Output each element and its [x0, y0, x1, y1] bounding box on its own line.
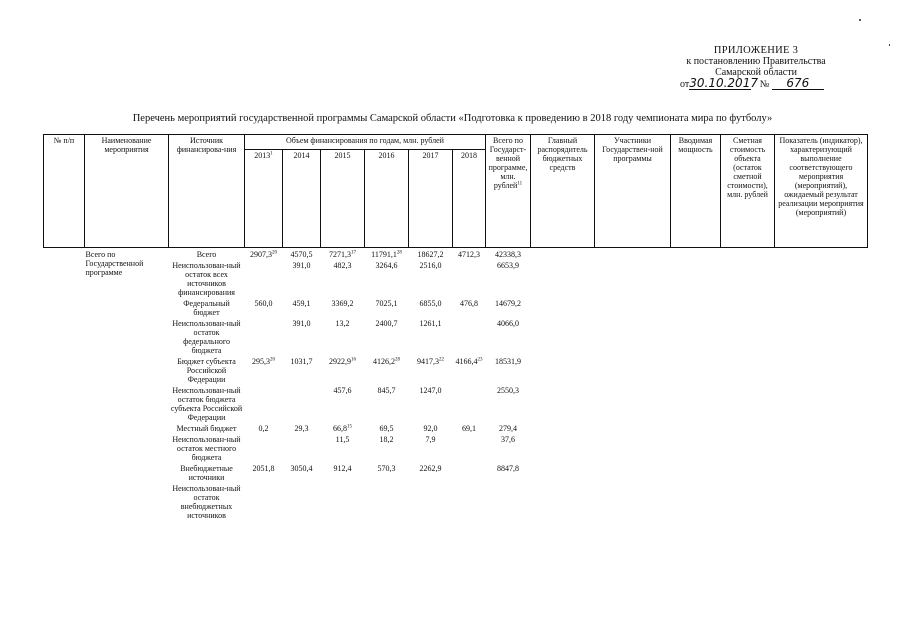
cell-value — [365, 297, 409, 317]
measures-table — [43, 134, 870, 520]
cell-value — [283, 297, 321, 317]
value-text: 2262,9 — [419, 464, 442, 473]
cell-empty — [531, 297, 595, 317]
cell-empty — [595, 317, 671, 355]
value-text: 2922,9 — [329, 357, 351, 366]
cell-value — [453, 433, 486, 462]
cell-empty — [595, 259, 671, 297]
cell-value — [453, 384, 486, 422]
value-text: 92,0 — [423, 424, 438, 433]
value-text: 2400,7 — [375, 319, 398, 328]
appendix-line-2: к постановлению Правительства — [686, 56, 826, 67]
cell-empty — [671, 259, 721, 297]
cell-empty — [671, 384, 721, 422]
cell-source: Неиспользован-ный остаток всех источников финансирования — [172, 261, 241, 297]
value-text: 37,6 — [501, 435, 515, 444]
cell-value — [365, 355, 409, 384]
cell-value — [486, 384, 531, 422]
cell-source: Федеральный бюджет — [183, 299, 230, 317]
cell-value — [365, 384, 409, 422]
cell-value — [486, 433, 531, 462]
header-year — [321, 150, 365, 248]
cell-value — [321, 422, 365, 433]
value-text: 11,5 — [335, 435, 350, 444]
cell-value — [365, 422, 409, 433]
cell-value — [365, 462, 409, 482]
value-text: 18531,9 — [495, 357, 521, 366]
cell-value — [486, 297, 531, 317]
cell-empty — [868, 317, 870, 355]
cell-value — [321, 248, 365, 260]
cell-value — [365, 259, 409, 297]
cell-empty — [775, 462, 868, 482]
appendix-title: ПРИЛОЖЕНИЕ 3 — [713, 45, 799, 56]
cell-empty — [775, 422, 868, 433]
cell-value — [365, 317, 409, 355]
cell-value — [283, 384, 321, 422]
value-text: 18,2 — [379, 435, 394, 444]
cell-empty — [531, 248, 595, 260]
header-estimate: Сметная стоимость объекта (остаток сметной стоимости), млн. рублей — [721, 135, 775, 248]
cell-value — [283, 248, 321, 260]
cell-value — [486, 482, 531, 520]
cell-empty — [721, 355, 775, 384]
cell-value — [365, 248, 409, 260]
cell-value — [321, 462, 365, 482]
cell-value — [453, 259, 486, 297]
value-text: 66,8 — [333, 424, 347, 433]
cell-value — [283, 259, 321, 297]
cell-value — [486, 248, 531, 260]
value-text: 7271,3 — [329, 250, 351, 259]
header-year-footnote: 1 — [270, 151, 273, 157]
header-indicator: Показатель (индикатор), характеризующий выполнение соответствующего мероприятия (мероприятий), ожидаемый результат реализации мероприятия (мероприятий) — [775, 135, 868, 248]
cell-value — [453, 317, 486, 355]
scan-dot — [859, 19, 861, 21]
cell-value — [245, 482, 283, 520]
cell-value — [283, 317, 321, 355]
value-text: 6653,9 — [497, 261, 519, 270]
value-text: 14679,2 — [495, 299, 521, 308]
cell-empty — [531, 422, 595, 433]
cell-empty — [721, 248, 775, 260]
header-total — [486, 135, 531, 248]
total-label: Всего по Государственной программе — [85, 250, 144, 277]
value-text: 3050,4 — [290, 464, 313, 473]
value-text: 11791,1 — [371, 250, 397, 259]
value-text: 845,7 — [377, 386, 396, 395]
cell-empty — [868, 384, 870, 422]
cell-empty — [671, 482, 721, 520]
value-text: 476,8 — [460, 299, 478, 308]
cell-empty — [595, 482, 671, 520]
value-text: 9417,3 — [417, 357, 439, 366]
cell-num — [44, 462, 85, 482]
value-text: 1261,1 — [419, 319, 442, 328]
cell-num — [44, 482, 85, 520]
cell-value — [283, 433, 321, 462]
value-text: 391,0 — [292, 261, 311, 270]
cell-empty — [775, 317, 868, 355]
cell-num — [44, 259, 85, 297]
value-text: 2907,3 — [250, 250, 272, 259]
value-text: 295,3 — [252, 357, 270, 366]
header-name: Наименование мероприятия — [85, 135, 169, 248]
decree-number: 676 — [772, 78, 824, 90]
value-text: 560,0 — [254, 299, 273, 308]
cell-value — [409, 297, 453, 317]
value-text: 42338,3 — [495, 250, 521, 259]
cell-empty — [868, 433, 870, 462]
cell-value — [409, 384, 453, 422]
cell-value — [486, 422, 531, 433]
header-year-text: 2016 — [378, 151, 395, 160]
header-year-text: 2018 — [461, 151, 477, 160]
cell-source: Неиспользован-ный остаток внебюджетных источников — [172, 484, 241, 520]
cell-value — [365, 433, 409, 462]
header-funding-group: Объем финансирования по годам, млн. рублей — [245, 135, 486, 150]
value-text: 4066,0 — [497, 319, 519, 328]
cell-value — [453, 422, 486, 433]
cell-empty — [721, 482, 775, 520]
cell-empty — [531, 355, 595, 384]
cell-empty — [775, 259, 868, 297]
header-year — [283, 150, 321, 248]
cell-empty — [721, 433, 775, 462]
document-title: Перечень мероприятий государственной программы Самарской области «Подготовка к проведению в 2018 году чемпионата мира по футболу» — [132, 113, 773, 124]
cell-value — [365, 482, 409, 520]
cell-empty — [671, 355, 721, 384]
value-footnote: 28 — [395, 357, 400, 363]
header-total-text: Всего по Государст-венной программе, млн. рублей — [488, 136, 528, 190]
cell-value — [453, 248, 486, 260]
cell-value — [486, 317, 531, 355]
value-footnote: 17 — [351, 250, 356, 256]
header-year-text: 2014 — [293, 151, 310, 160]
cell-value — [409, 259, 453, 297]
cell-value — [453, 297, 486, 317]
value-text: 4570,5 — [290, 250, 313, 259]
header-year-text: 2015 — [334, 151, 351, 160]
cell-empty — [595, 462, 671, 482]
header-year — [453, 150, 486, 248]
cell-value — [245, 259, 283, 297]
cell-value — [321, 482, 365, 520]
cell-value — [321, 317, 365, 355]
value-text: 1031,7 — [290, 357, 313, 366]
cell-value — [245, 384, 283, 422]
cell-empty — [721, 422, 775, 433]
cell-value — [321, 259, 365, 297]
value-footnote: 20 — [272, 250, 277, 256]
value-text: 6855,0 — [419, 299, 442, 308]
cell-empty — [775, 433, 868, 462]
cell-empty — [721, 317, 775, 355]
cell-value — [409, 422, 453, 433]
cell-empty — [775, 482, 868, 520]
cell-num — [44, 248, 85, 260]
cell-empty — [868, 482, 870, 520]
cell-value — [453, 482, 486, 520]
cell-empty — [595, 433, 671, 462]
cell-empty — [531, 433, 595, 462]
cell-empty — [775, 297, 868, 317]
value-text: 459,1 — [292, 299, 311, 308]
cell-value — [283, 462, 321, 482]
value-text: 4126,2 — [373, 357, 395, 366]
cell-source: Всего — [196, 250, 217, 259]
cell-empty — [671, 297, 721, 317]
header-source: Источник финансирова-ния — [169, 135, 245, 248]
cell-value — [486, 355, 531, 384]
cell-num — [44, 297, 85, 317]
value-text: 69,1 — [462, 424, 476, 433]
decree-signature-line — [680, 78, 836, 90]
cell-value — [245, 433, 283, 462]
value-text: 7,9 — [425, 435, 436, 444]
value-text: 7025,1 — [375, 299, 398, 308]
appendix-block — [676, 45, 836, 90]
cell-value — [409, 433, 453, 462]
value-text: 0,2 — [258, 424, 269, 433]
cell-empty — [531, 482, 595, 520]
cell-empty — [531, 384, 595, 422]
cell-empty — [721, 259, 775, 297]
cell-empty — [671, 433, 721, 462]
value-footnote: 16 — [351, 357, 356, 363]
cell-num — [44, 433, 85, 462]
cell-value — [245, 317, 283, 355]
cell-source: Неиспользован-ный остаток федерального бюджета — [172, 319, 241, 355]
cell-empty — [595, 384, 671, 422]
cell-value — [453, 355, 486, 384]
value-footnote: 23 — [477, 357, 483, 363]
value-text: 912,4 — [333, 464, 352, 473]
header-participants: Участники Государствен-ной программы — [595, 135, 671, 248]
cell-empty — [721, 384, 775, 422]
cell-empty — [595, 297, 671, 317]
header-capacity: Вводимая мощность — [671, 135, 721, 248]
value-text: 8847,8 — [497, 464, 519, 473]
value-footnote: 20 — [270, 357, 275, 363]
cell-source: Неиспользован-ный остаток местного бюджета — [172, 435, 241, 462]
cell-value — [409, 462, 453, 482]
cell-empty — [775, 248, 868, 260]
cell-empty — [868, 355, 870, 384]
cell-empty — [868, 422, 870, 433]
header-year-text: 2013 — [254, 151, 271, 160]
cell-source: Бюджет субъекта Российской Федерации — [177, 357, 236, 384]
header-manager: Главный распорядитель бюджетных средств — [531, 135, 595, 248]
cell-value — [245, 422, 283, 433]
cell-empty — [868, 248, 870, 260]
cell-value — [409, 482, 453, 520]
table-body — [44, 248, 870, 521]
number-prefix: № — [759, 79, 770, 90]
value-text: 3264,6 — [375, 261, 398, 270]
table-row — [44, 248, 870, 260]
value-text: 18627,2 — [417, 250, 444, 259]
cell-value — [453, 462, 486, 482]
value-text: 391,0 — [292, 319, 311, 328]
cell-value — [409, 355, 453, 384]
value-text: 457,6 — [333, 386, 352, 395]
cell-value — [321, 384, 365, 422]
cell-value — [245, 462, 283, 482]
value-text: 570,3 — [377, 464, 396, 473]
cell-value — [321, 433, 365, 462]
cell-source: Неиспользован-ный остаток бюджета субъекта Российской Федерации — [170, 386, 243, 422]
cell-num — [44, 317, 85, 355]
cell-empty — [595, 422, 671, 433]
cell-empty — [721, 462, 775, 482]
cell-num — [44, 355, 85, 384]
header-year — [245, 150, 283, 248]
cell-value — [245, 355, 283, 384]
value-text: 482,3 — [333, 261, 352, 270]
header-year — [365, 150, 409, 248]
value-text: 2051,8 — [252, 464, 275, 473]
value-text: 1247,0 — [419, 386, 442, 395]
cell-empty — [868, 297, 870, 317]
cell-empty — [775, 355, 868, 384]
cell-empty — [721, 297, 775, 317]
cell-empty — [531, 259, 595, 297]
decree-date: 30.10.2017 — [689, 76, 758, 90]
value-footnote: 28 — [396, 250, 402, 256]
cell-empty — [671, 317, 721, 355]
cell-empty — [531, 462, 595, 482]
cell-value — [283, 355, 321, 384]
cell-empty — [868, 259, 870, 297]
value-text: 3369,2 — [331, 299, 354, 308]
scan-dot — [889, 44, 890, 46]
cell-value — [409, 248, 453, 260]
cell-value — [321, 355, 365, 384]
cell-value — [486, 259, 531, 297]
cell-empty — [531, 317, 595, 355]
cell-value — [283, 422, 321, 433]
header-year-text: 2017 — [422, 151, 439, 160]
value-footnote: 15 — [347, 424, 352, 430]
value-text: 279,4 — [499, 424, 517, 433]
value-text: 4166,4 — [455, 357, 478, 366]
value-text: 4712,3 — [458, 250, 480, 259]
appendix-line-3: Самарской области — [715, 67, 797, 78]
cell-value — [245, 297, 283, 317]
cell-empty — [595, 248, 671, 260]
value-text: 2550,3 — [497, 386, 519, 395]
header-total-footnote: 11 — [517, 181, 523, 187]
cell-empty — [671, 462, 721, 482]
cell-num — [44, 422, 85, 433]
cell-num — [44, 384, 85, 422]
value-text: 29,3 — [294, 424, 309, 433]
cell-value — [409, 317, 453, 355]
header-num: № п/п — [44, 135, 85, 248]
value-text: 69,5 — [379, 424, 394, 433]
cell-empty — [671, 422, 721, 433]
cell-value — [321, 297, 365, 317]
value-footnote: 22 — [439, 357, 444, 363]
cell-empty — [775, 384, 868, 422]
value-text: 2516,0 — [419, 261, 442, 270]
cell-value — [486, 462, 531, 482]
cell-value — [245, 248, 283, 260]
cell-source: Внебюджетные источники — [180, 464, 233, 482]
cell-value — [283, 482, 321, 520]
value-text: 13,2 — [335, 319, 350, 328]
date-prefix: от — [680, 79, 690, 90]
cell-empty — [868, 462, 870, 482]
cell-empty — [671, 248, 721, 260]
header-year — [409, 150, 453, 248]
cell-empty — [595, 355, 671, 384]
cell-source: Местный бюджет — [176, 424, 237, 433]
cell-name — [85, 248, 169, 521]
